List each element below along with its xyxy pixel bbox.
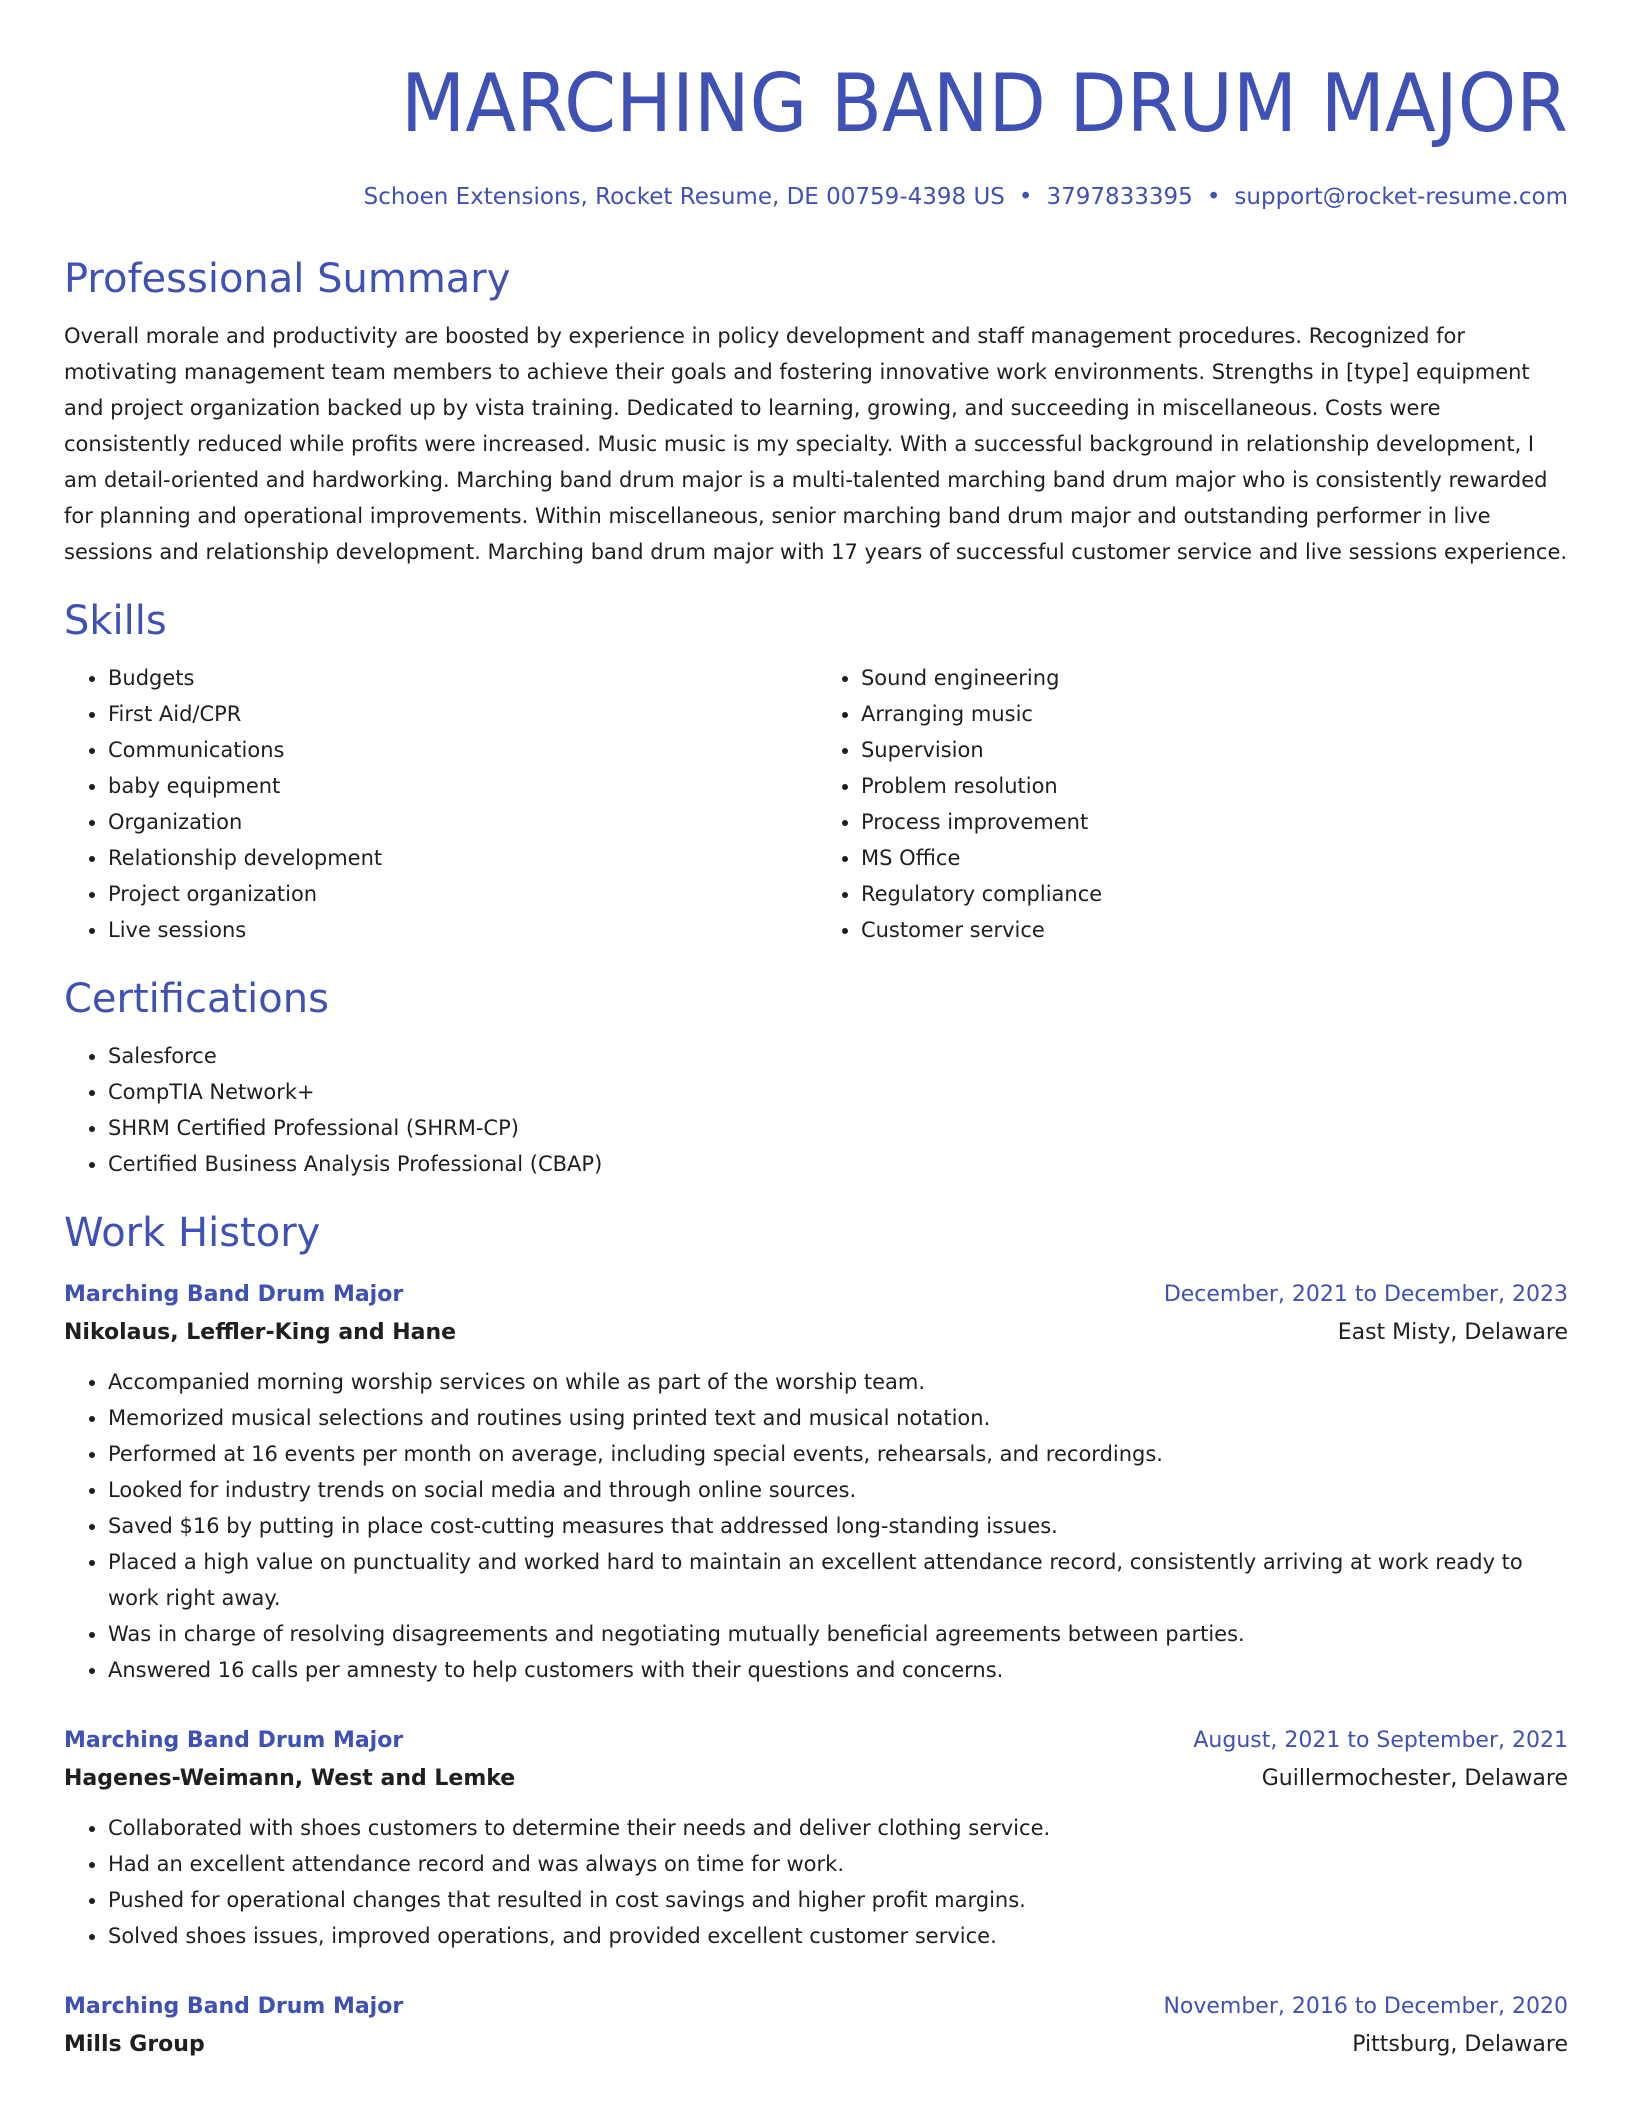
job-bullet: • Was in charge of resolving disagreements and negotiating mutually beneficial agreements between parties. bbox=[108, 1616, 1568, 1652]
skill-item: • Budgets bbox=[108, 660, 817, 696]
skill-item: • Sound engineering bbox=[861, 660, 1568, 696]
job-bullet: • Placed a high value on punctuality and worked hard to maintain an excellent attendance record, consistently arriving at work ready to work right away. bbox=[108, 1544, 1568, 1616]
job-title: Marching Band Drum Major bbox=[64, 1282, 404, 1307]
skill-item: • Project organization bbox=[108, 876, 817, 912]
job-bullet: • Solved shoes issues, improved operations, and provided excellent customer service. bbox=[108, 1918, 1568, 1954]
job-bullet: • Performed at 16 events per month on average, including special events, rehearsals, and recordings. bbox=[108, 1436, 1568, 1472]
skill-item: • Process improvement bbox=[861, 804, 1568, 840]
certification-item: • Certified Business Analysis Professional (CBAP) bbox=[108, 1146, 1568, 1182]
job-dates: August, 2021 to September, 2021 bbox=[1193, 1728, 1568, 1753]
job-bullet: • Collaborated with shoes customers to determine their needs and deliver clothing service. bbox=[108, 1810, 1568, 1846]
job-company-row bbox=[64, 1314, 1568, 1352]
certification-item: • Salesforce bbox=[108, 1038, 1568, 1074]
skills-heading: Skills bbox=[64, 598, 167, 644]
job-entry bbox=[64, 1276, 1568, 1688]
skill-item: • Organization bbox=[108, 804, 817, 840]
work-history-heading: Work History bbox=[64, 1210, 321, 1256]
job-title-row bbox=[64, 1988, 1568, 2026]
job-bullet: • Had an excellent attendance record and was always on time for work. bbox=[108, 1846, 1568, 1882]
skill-item: • First Aid/CPR bbox=[108, 696, 817, 732]
job-entry bbox=[64, 1722, 1568, 1954]
job-bullets bbox=[64, 1810, 1568, 1954]
job-entry bbox=[64, 1988, 1568, 2064]
skill-item: • Live sessions bbox=[108, 912, 817, 948]
summary-heading: Professional Summary bbox=[64, 256, 511, 302]
job-location: East Misty, Delaware bbox=[1337, 1320, 1568, 1345]
certification-item: • CompTIA Network+ bbox=[108, 1074, 1568, 1110]
job-company: Hagenes-Weimann, West and Lemke bbox=[64, 1766, 516, 1791]
skill-item: • Regulatory compliance bbox=[861, 876, 1568, 912]
job-company: Mills Group bbox=[64, 2032, 205, 2057]
skills-columns bbox=[64, 660, 1568, 948]
job-location: Guillermochester, Delaware bbox=[1261, 1766, 1568, 1791]
summary-text: Overall morale and productivity are boosted by experience in policy development and staff management procedures. Recognized for motivating management team members to achieve their goals and fostering innovative work environments. Strengths in [type] equipment and project organization backed up by vista training. Dedicated to learning, growing, and succeeding in miscellaneous. Costs were consistently reduced while profits were increased. Music music is my specialty. With a successful background in relationship development, I am detail-oriented and hardworking. Marching band drum major is a multi-talented marching band drum major who is consistently rewarded for planning and operational improvements. Within miscellaneous, senior marching band drum major and outstanding performer in live sessions and relationship development. Marching band drum major with 17 years of successful customer service and live sessions experience. bbox=[64, 324, 1568, 564]
job-bullet: • Memorized musical selections and routines using printed text and musical notation. bbox=[108, 1400, 1568, 1436]
skill-item: • Relationship development bbox=[108, 840, 817, 876]
skill-item: • MS Office bbox=[861, 840, 1568, 876]
job-bullet: • Looked for industry trends on social media and through online sources. bbox=[108, 1472, 1568, 1508]
job-title: Marching Band Drum Major bbox=[64, 1994, 404, 2019]
certifications-heading: Certifications bbox=[64, 976, 329, 1022]
skill-item: • baby equipment bbox=[108, 768, 817, 804]
skills-right-list bbox=[817, 660, 1568, 948]
job-dates: December, 2021 to December, 2023 bbox=[1163, 1282, 1568, 1307]
job-title-row bbox=[64, 1276, 1568, 1314]
certifications-list bbox=[64, 1038, 1568, 1182]
skill-item: • Customer service bbox=[861, 912, 1568, 948]
certification-item: • SHRM Certified Professional (SHRM-CP) bbox=[108, 1110, 1568, 1146]
job-bullets bbox=[64, 1364, 1568, 1688]
contact-separator: • bbox=[1206, 184, 1221, 210]
job-bullet: • Pushed for operational changes that resulted in cost savings and higher profit margins. bbox=[108, 1882, 1568, 1918]
contact-email[interactable]: support@rocket-resume.com bbox=[1234, 184, 1568, 210]
skills-left-list bbox=[64, 660, 817, 948]
skill-item: • Supervision bbox=[861, 732, 1568, 768]
job-bullet: • Answered 16 calls per amnesty to help customers with their questions and concerns. bbox=[108, 1652, 1568, 1688]
job-dates: November, 2016 to December, 2020 bbox=[1163, 1994, 1568, 2019]
contact-address: Schoen Extensions, Rocket Resume, DE 00759-4398 US bbox=[363, 184, 1005, 210]
skill-item: • Arranging music bbox=[861, 696, 1568, 732]
skill-item: • Problem resolution bbox=[861, 768, 1568, 804]
job-company-row bbox=[64, 1760, 1568, 1798]
contact-line bbox=[64, 182, 1568, 212]
job-company-row bbox=[64, 2026, 1568, 2064]
contact-phone: 3797833395 bbox=[1046, 184, 1193, 210]
job-title-row bbox=[64, 1722, 1568, 1760]
skill-item: • Communications bbox=[108, 732, 817, 768]
job-location: Pittsburg, Delaware bbox=[1352, 2032, 1568, 2057]
contact-separator: • bbox=[1018, 184, 1033, 210]
resume-name: MARCHING BAND DRUM MAJOR bbox=[401, 57, 1568, 150]
job-title: Marching Band Drum Major bbox=[64, 1728, 404, 1753]
job-bullet: • Saved $16 by putting in place cost-cutting measures that addressed long-standing issues. bbox=[108, 1508, 1568, 1544]
job-company: Nikolaus, Leffler-King and Hane bbox=[64, 1320, 457, 1345]
job-bullet: • Accompanied morning worship services on while as part of the worship team. bbox=[108, 1364, 1568, 1400]
